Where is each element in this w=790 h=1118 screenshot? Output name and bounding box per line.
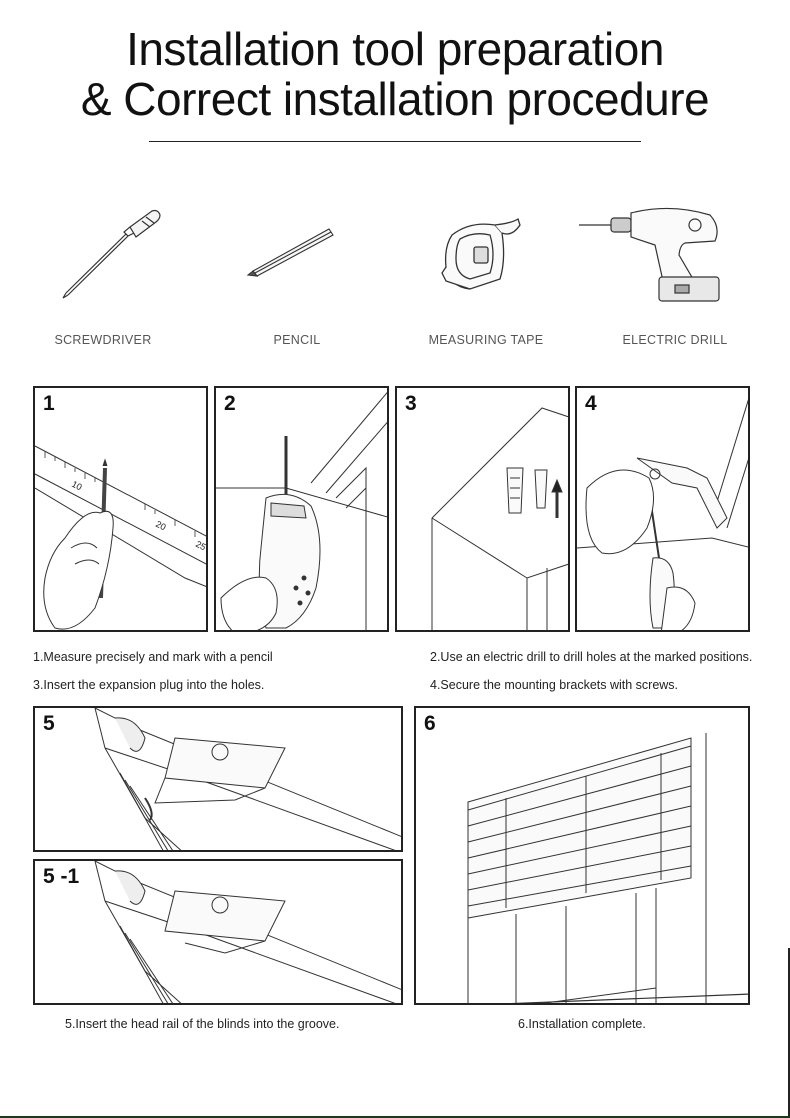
step-3-panel (395, 386, 570, 632)
step-4-number: 4 (585, 392, 597, 415)
step-5-1-number: 5 -1 (43, 865, 80, 888)
step-1-number: 1 (43, 392, 55, 415)
electric-drill-icon (575, 205, 725, 310)
step-2-panel (214, 386, 389, 632)
step-6-caption: 6.Installation complete. (518, 1017, 646, 1031)
step-2-caption: 2.Use an electric drill to drill holes at the marked positions. (430, 650, 753, 664)
step-2-number: 2 (224, 392, 236, 415)
step-5-illustration (35, 708, 403, 852)
step-5-number: 5 (43, 712, 55, 735)
step-6-illustration (416, 708, 750, 1005)
step-2-illustration (216, 388, 389, 632)
tool-label-pencil: PENCIL (273, 333, 321, 347)
ruler-mark-10: 10 (70, 478, 84, 493)
tool-label-screwdriver: SCREWDRIVER (54, 333, 152, 347)
step-4-caption: 4.Secure the mounting brackets with screws. (430, 678, 679, 692)
screwdriver-icon (60, 205, 165, 305)
step-6-panel (414, 706, 750, 1005)
measuring-tape-icon (440, 215, 530, 300)
step-5-1-panel (33, 859, 403, 1005)
step-5-1-illustration (35, 861, 403, 1005)
tool-label-electric-drill: ELECTRIC DRILL (622, 333, 728, 347)
page-title-line1: Installation tool preparation (126, 23, 664, 75)
step-4-panel (575, 386, 750, 632)
ruler-mark-25: 25 (194, 538, 208, 553)
page-title-line2: & Correct installation procedure (80, 73, 710, 125)
step-3-caption: 3.Insert the expansion plug into the holes. (33, 678, 265, 692)
title-divider (149, 141, 641, 142)
ruler-mark-20: 20 (154, 518, 168, 533)
step-1-illustration (35, 388, 208, 632)
step-1-caption: 1.Measure precisely and mark with a pencil (33, 650, 273, 664)
step-3-number: 3 (405, 392, 417, 415)
step-1-panel (33, 386, 208, 632)
step-4-illustration (577, 388, 750, 632)
tool-label-measuring-tape: MEASURING TAPE (428, 333, 544, 347)
step-5-caption: 5.Insert the head rail of the blinds into the groove. (65, 1017, 340, 1031)
step-6-number: 6 (424, 712, 436, 735)
step-3-illustration (397, 388, 570, 632)
step-5-panel (33, 706, 403, 852)
pencil-icon (245, 225, 340, 285)
